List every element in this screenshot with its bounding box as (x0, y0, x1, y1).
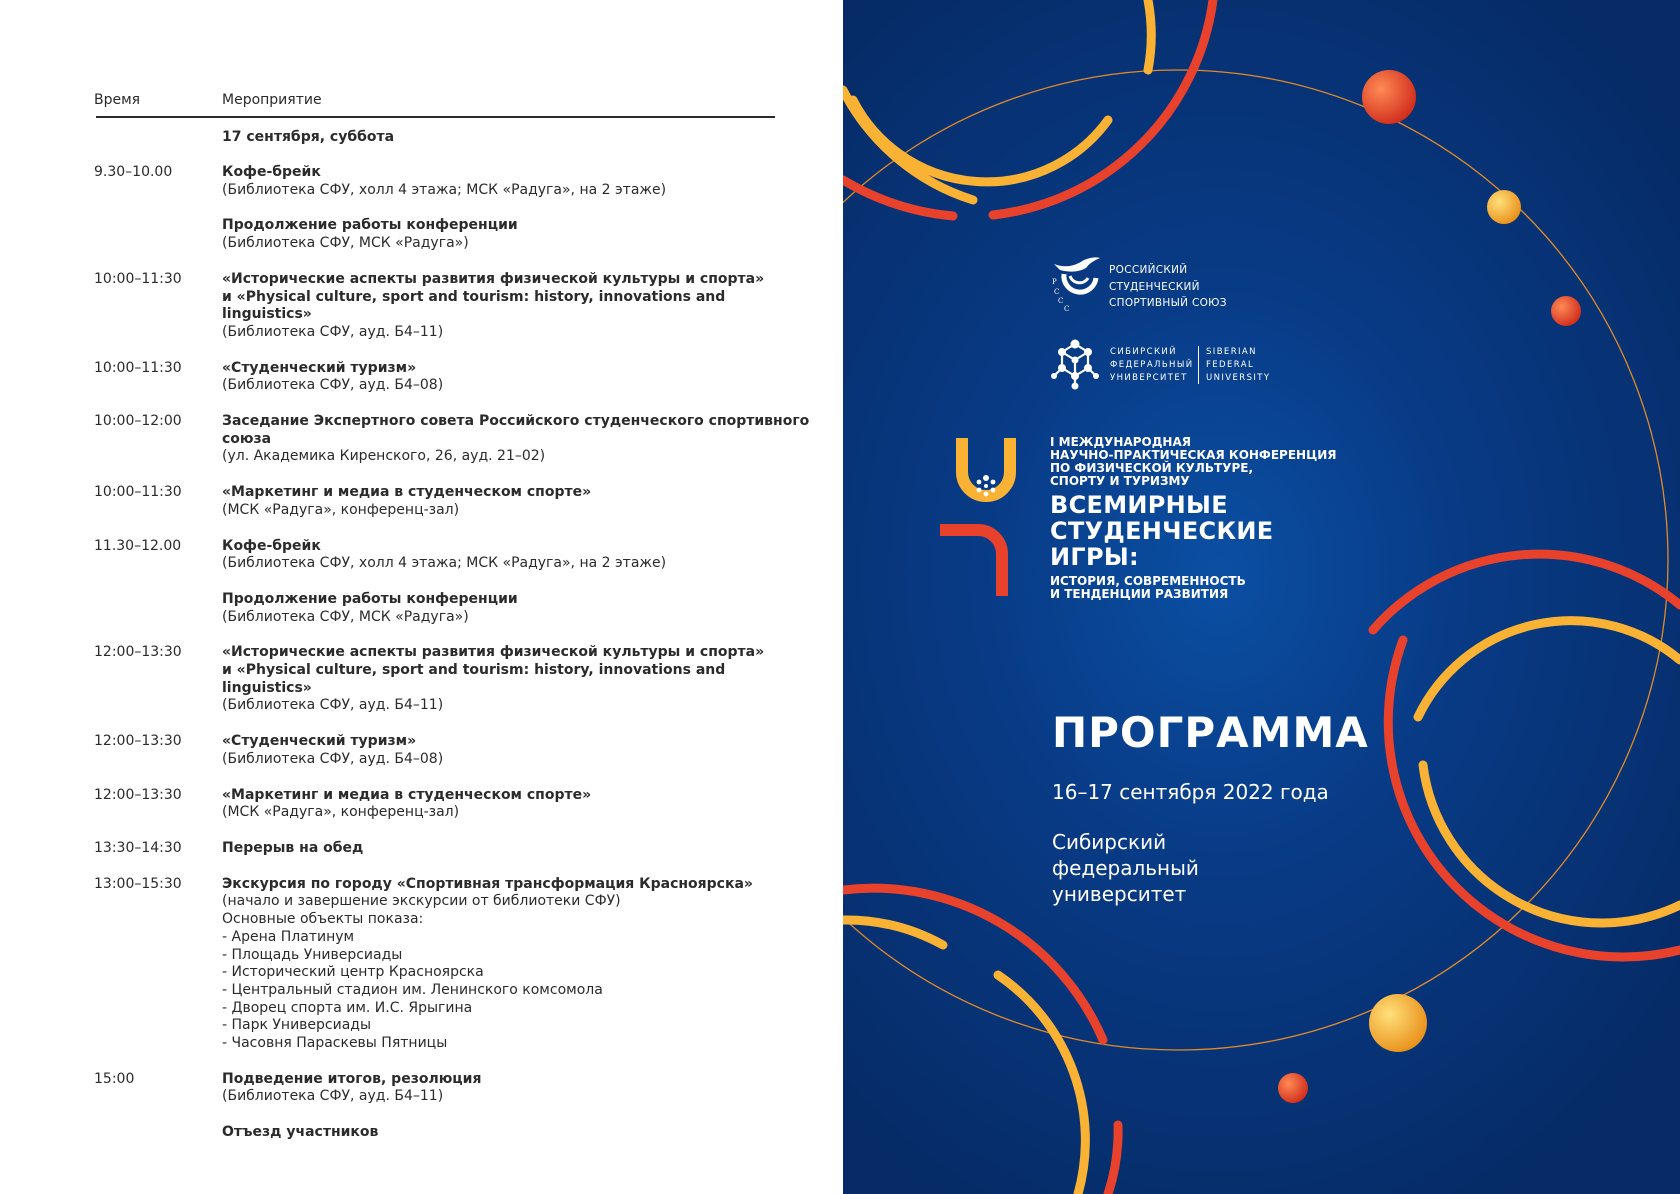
schedule-row (94, 591, 814, 626)
schedule-time: 12:00–13:30 (94, 786, 182, 803)
schedule-time: 10:00–11:30 (94, 484, 182, 501)
schedule-time: 9.30–10.00 (94, 164, 173, 180)
schedule-title: «Исторические аспекты развития физической культуры и спорта» и «Physical culture, sport and tourism: history, innovations and linguistics» (222, 644, 765, 696)
schedule-title: Продолжение работы конференции (222, 590, 518, 607)
schedule-time: 12:00–13:30 (94, 733, 182, 750)
schedule-title: Подведение итогов, резолюция (222, 1070, 482, 1087)
schedule-time: 13:30–14:30 (94, 839, 182, 856)
schedule-details: (ул. Академика Киренского, 26, ауд. 21–02) (222, 448, 546, 465)
conference-name: I МЕЖДУНАРОДНАЯ НАУЧНО-ПРАКТИЧЕСКАЯ КОНФЕРЕНЦИЯ ПО ФИЗИЧЕСКОЙ КУЛЬТУРЕ, СПОРТУ И ТУРИЗМУ (1050, 435, 1337, 488)
schedule-title: Кофе-брейк (222, 537, 321, 554)
schedule-details: (Библиотека СФУ, ауд. Б4–11) (222, 697, 444, 714)
schedule-details: (Библиотека СФУ, ауд. Б4–08) (222, 750, 444, 767)
day-heading: 17 сентября, суббота (222, 129, 395, 145)
svg-text:Р: Р (1052, 278, 1057, 286)
conference-subtitle: ИСТОРИЯ, СОВРЕМЕННОСТЬ И ТЕНДЕНЦИИ РАЗВИТИЯ (1050, 574, 1246, 601)
schedule-details: (Библиотека СФУ, ауд. Б4–11) (222, 323, 444, 340)
schedule-title: Перерыв на обед (222, 839, 364, 856)
sphere-yellow-large (1369, 994, 1427, 1052)
schedule-title: «Маркетинг и медиа в студенческом спорте» (222, 786, 592, 803)
arc-bottom-yellow-2 (998, 975, 1085, 1194)
arc-top-yellow-3 (1148, 0, 1151, 70)
schedule-title: Продолжение работы конференции (222, 217, 518, 234)
schedule-row (94, 164, 814, 199)
svg-text:С: С (1054, 288, 1060, 296)
sphere-red-large (1362, 70, 1416, 124)
sfu-name-ru: СИБИРСКИЙ ФЕДЕРАЛЬНЫЙ УНИВЕРСИТЕТ (1110, 347, 1194, 383)
schedule-details: (начало и завершение экскурсии от библиотеки СФУ) Основные объекты показа: - Арена Платинум - Площадь Универсиады - Исторический центр Красноярска - Центральный стадион им. Ленинского комсомола - Дворец спорта им. И.С. Ярыгина - Парк Универсиады - Часовня Параскевы Пятницы (222, 893, 621, 1052)
rssu-name: РОССИЙСКИЙ СТУДЕНЧЕСКИЙ СПОРТИВНЫЙ СОЮЗ (1109, 264, 1227, 309)
arc-right-red (1373, 554, 1680, 630)
sphere-red-small (1551, 296, 1581, 326)
universiade-emblem (940, 436, 1020, 596)
schedule-row (94, 413, 814, 466)
schedule-time: 13:00–15:30 (94, 875, 182, 892)
schedule-time: 15:00 (94, 1070, 135, 1087)
schedule-row (94, 360, 814, 395)
schedule-row (94, 1124, 814, 1142)
time-column-header: Время (94, 92, 141, 108)
schedule-row (94, 733, 814, 768)
arc-top-yellow-2 (853, 100, 1108, 182)
schedule-time: 10:00–12:00 (94, 413, 182, 430)
day-heading-row (94, 129, 814, 164)
arc-right-yellow (1418, 621, 1680, 717)
event-dates: 16–17 сентября 2022 года (1052, 780, 1329, 804)
schedule-title: «Исторические аспекты развития физической культуры и спорта» и «Physical culture, sport and tourism: history, innovations and linguistics» (222, 270, 765, 323)
schedule-row (94, 787, 814, 822)
schedule-time: 11.30–12.00 (94, 537, 182, 554)
arc-top-red-2 (993, 0, 1213, 215)
arc-top-yellow (843, 90, 973, 200)
schedule-row (94, 271, 814, 342)
conference-title: ВСЕМИРНЫЕ СТУДЕНЧЕСКИЕ ИГРЫ: (1050, 491, 1274, 571)
arc-bottom-red-2 (1108, 1125, 1118, 1194)
schedule-details: (Библиотека СФУ, ауд. Б4–11) (222, 1088, 444, 1105)
schedule-title: «Студенческий туризм» (222, 359, 417, 376)
schedule-row (94, 1071, 814, 1106)
schedule-row (94, 217, 814, 252)
event-column-header: Мероприятие (222, 92, 322, 108)
schedule-row (94, 840, 814, 858)
schedule-title: Экскурсия по городу «Спортивная трансформация Красноярска» (222, 875, 753, 892)
schedule-time: 10:00–11:30 (94, 359, 182, 376)
sfu-separator (1198, 346, 1199, 384)
schedule-title: Кофе-брейк (222, 164, 321, 180)
schedule-details: (Библиотека СФУ, холл 4 этажа; МСК «Радуга», на 2 этаже) (222, 555, 667, 572)
sfu-logo (1050, 338, 1100, 392)
arc-bottom-yellow (843, 920, 943, 945)
schedule-details: (МСК «Радуга», конференц-зал) (222, 804, 460, 821)
schedule-time: 12:00–13:30 (94, 644, 182, 661)
schedule-time: 10:00–11:30 (94, 270, 182, 287)
sphere-yellow-small (1487, 190, 1521, 224)
schedule-title: Отъезд участников (222, 1124, 379, 1141)
schedule-details: (МСК «Радуга», конференц-зал) (222, 501, 460, 518)
schedule-row (94, 538, 814, 573)
schedule-title: «Студенческий туризм» (222, 733, 417, 750)
schedule-details: (Библиотека СФУ, ауд. Б4–08) (222, 377, 444, 394)
rssu-logo (1050, 256, 1102, 312)
schedule-row (94, 876, 814, 1053)
schedule-details: (Библиотека СФУ, МСК «Радуга») (222, 608, 469, 625)
svg-text:С: С (1064, 305, 1070, 312)
arc-bottom-red (843, 888, 1103, 1040)
arc-right-yellow-2 (1423, 765, 1680, 923)
schedule-details: (Библиотека СФУ, холл 4 этажа; МСК «Радуга», на 2 этаже) (222, 181, 667, 198)
schedule-title: «Маркетинг и медиа в студенческом спорте» (222, 484, 592, 501)
program-title: ПРОГРАММА (1052, 708, 1369, 757)
sphere-red-bottom (1278, 1073, 1308, 1103)
schedule-title: Заседание Экспертного совета Российского студенческого спортивного союза (222, 413, 810, 447)
schedule-row (94, 484, 814, 519)
schedule-table (94, 129, 814, 1160)
schedule-row (94, 644, 814, 715)
header-divider (96, 116, 775, 118)
sfu-name-en: SIBERIAN FEDERAL UNIVERSITY (1206, 347, 1271, 383)
schedule-details: (Библиотека СФУ, МСК «Радуга») (222, 235, 469, 252)
svg-text:С: С (1058, 297, 1064, 305)
venue-university: Сибирский федеральный университет (1052, 830, 1199, 906)
